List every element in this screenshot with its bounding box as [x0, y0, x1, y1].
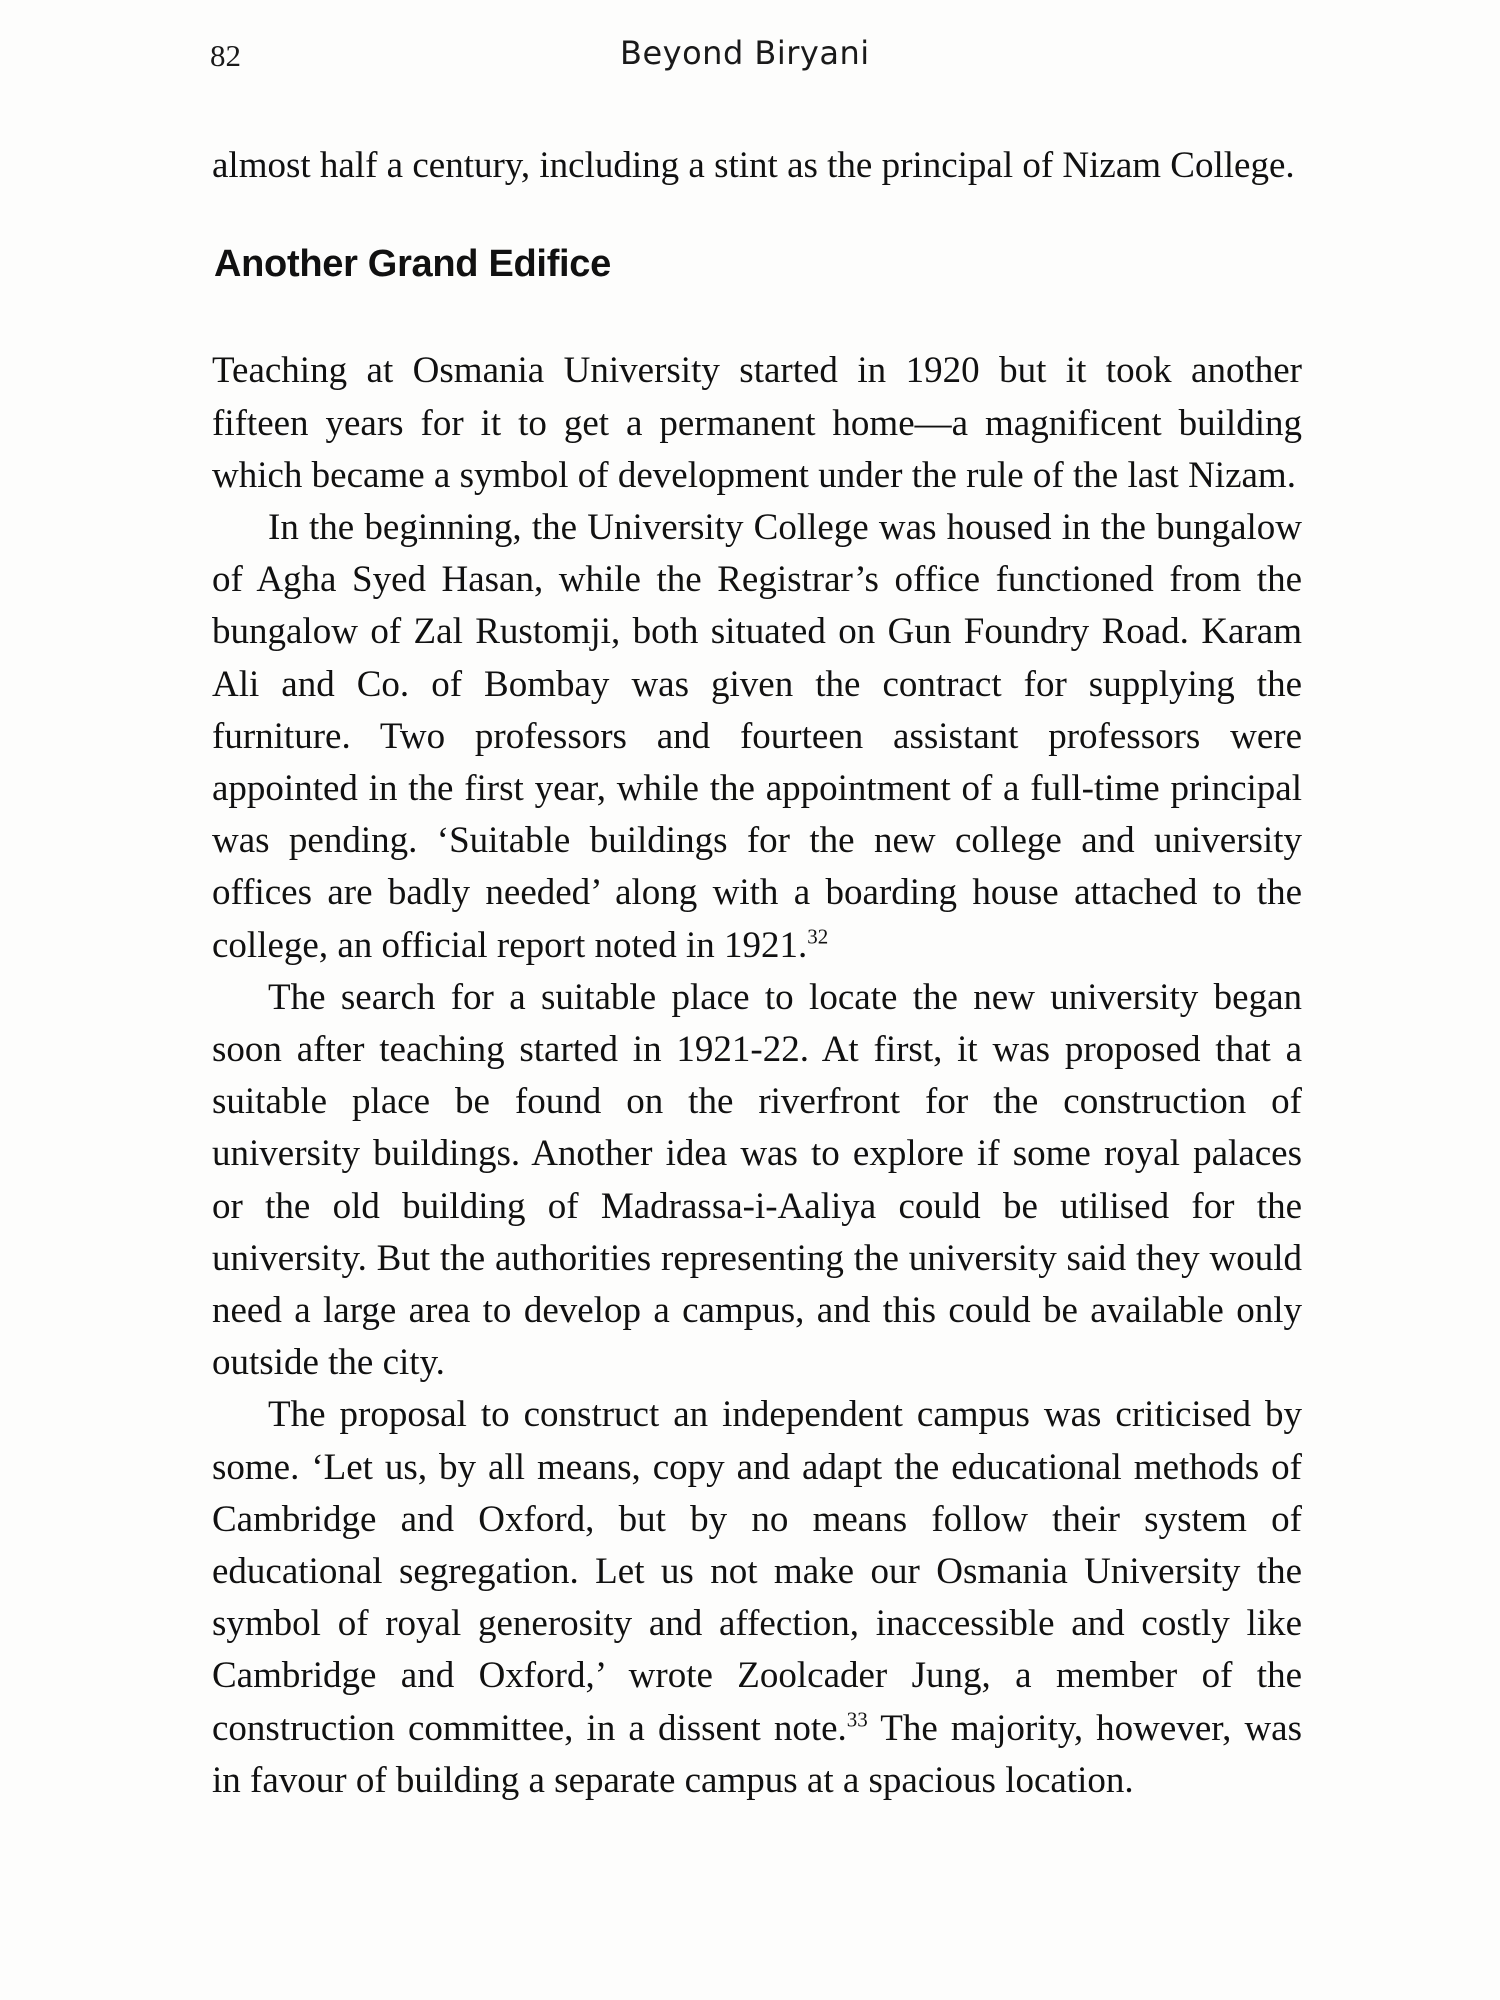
book-title: Beyond Biryani — [620, 34, 870, 72]
paragraph-3: The search for a suitable place to locate the new university began soon after teaching started in 1921-22. At first, it was proposed that a suitable place be found on the riverfront for the construction of university buildings. Another idea was to explore if some royal palaces or the old building of Madrassa-i-Aaliya could be utilised for the university. But the authorities representing the university said they would need a large area to develop a campus, and this could be available only outside the city. — [212, 976, 1302, 1384]
footnote-marker-32: 32 — [807, 924, 829, 949]
paragraph-2-text: In the beginning, the University College was housed in the bungalow of Agha Syed Hasan, while the Registrar’s office functioned from the bungalow of Zal Rustomji, both situated on Gun Foundry Road. Karam Ali and Co. of Bombay was given the contract for supplying the furniture. Two professors and fourteen assistant professors were appointed in the first year, while the appointment of a full-time principal was pending. ‘Suitable buildings for the new college and university offices are badly needed’ along with a boarding house attached to the college, an official report noted in 1921. — [212, 507, 1302, 966]
paragraph-4-text-after-note: The majority, however, was in favour of building a separate campus at a spacious location. — [212, 1707, 1302, 1801]
paragraph-4-text-before-note: The proposal to construct an independent campus was criticised by some. ‘Let us, by all means, copy and adapt the educational methods of Cambridge and Oxford, but by no means follow their system of educational segregation. Let us not make our Osmania University the symbol of royal generosity and affection, inaccessible and costly like Cambridge and Oxford,’ wrote Zoolcader Jung, a member of the construction committee, in a dissent note. — [212, 1394, 1302, 1749]
page-number: 82 — [210, 38, 241, 73]
paragraph-4 — [212, 1389, 1302, 1807]
running-head — [210, 34, 1300, 82]
footnote-marker-33: 33 — [846, 1707, 868, 1732]
opening-paragraph: almost half a century, including a stint as the principal of Nizam College. — [212, 145, 1295, 186]
paragraph-1: Teaching at Osmania University started in 1920 but it took another fifteen years for it to get a permanent home—a magnificent building which became a symbol of development under the rule of the last Nizam. — [212, 350, 1302, 496]
paragraph-2 — [212, 502, 1302, 972]
section-heading: Another Grand Edifice — [214, 243, 611, 286]
page-body — [212, 140, 1302, 1807]
